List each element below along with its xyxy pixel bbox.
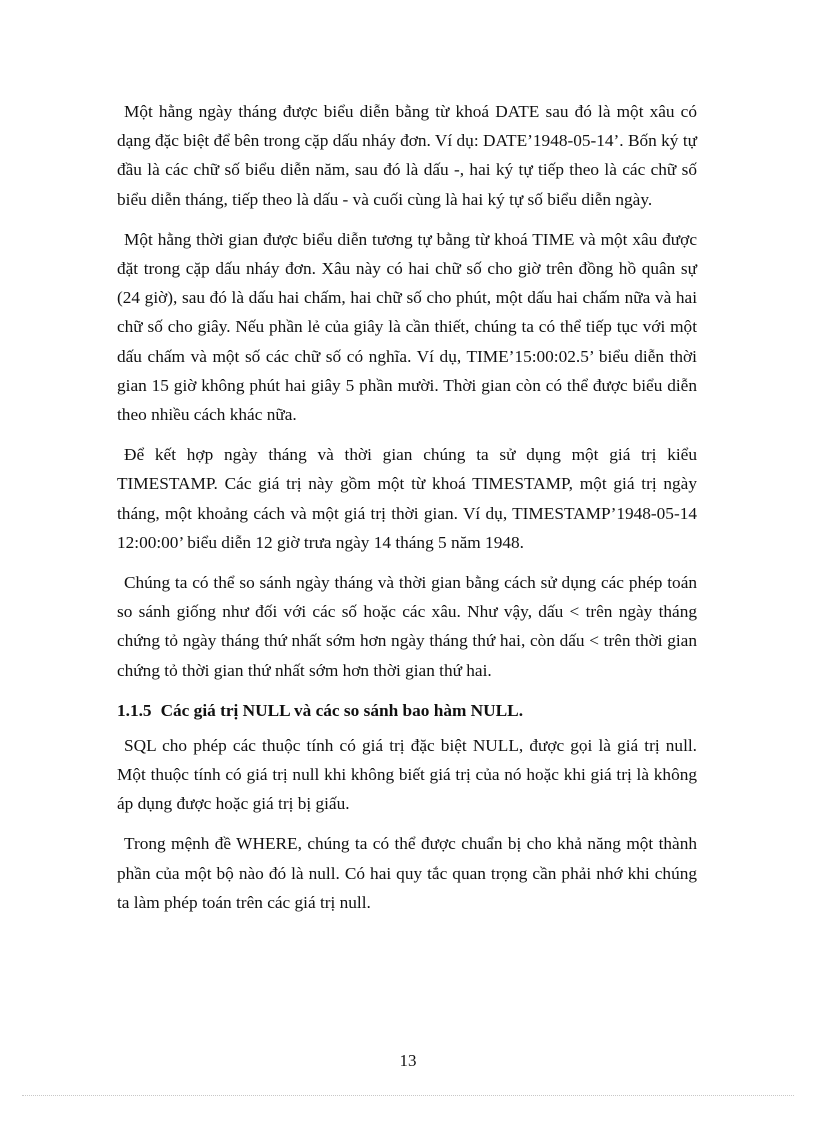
section-heading bbox=[117, 696, 697, 725]
paragraph-date-comparison: Chúng ta có thể so sánh ngày tháng và thời gian bằng cách sử dụng các phép toán so sánh giống như đối với các số hoặc các xâu. Như vậy, dấu < trên ngày tháng chứng tỏ ngày tháng thứ nhất sớm hơn ngày tháng thứ hai, còn dấu < trên thời gian chứng tỏ thời gian thứ nhất sớm hơn thời gian thứ hai. bbox=[117, 573, 697, 680]
section-title: Các giá trị NULL và các so sánh bao hàm NULL. bbox=[160, 700, 524, 720]
paragraph-null-values: SQL cho phép các thuộc tính có giá trị đặc biệt NULL, được gọi là giá trị null. Một thuộc tính có giá trị null khi không biết giá trị của nó hoặc khi giá trị là không áp dụng được hoặc giá trị bị giấu. bbox=[117, 735, 697, 814]
paragraph-date-constant: Một hằng ngày tháng được biểu diễn bằng từ khoá DATE sau đó là một xâu có dạng đặc biệt để bên trong cặp dấu nháy đơn. Ví dụ: DATE’1948-05-14’. Bốn ký tự đầu là các chữ số biểu diễn năm, sau đó là dấu -, hai ký tự tiếp theo là các chữ số biểu diễn tháng, tiếp theo là dấu - và cuối cùng là hai ký tự số biểu diễn ngày. bbox=[117, 102, 697, 209]
paragraph-timestamp: Để kết hợp ngày tháng và thời gian chúng ta sử dụng một giá trị kiểu TIMESTAMP. Các giá trị này gồm một từ khoá TIMESTAMP, một giá trị ngày tháng, một khoảng cách và một giá trị thời gian. Ví dụ, TIMESTAMP’1948-05-14 12:00:00’ biểu diễn 12 giờ trưa ngày 14 tháng 5 năm 1948. bbox=[117, 445, 697, 552]
footer-divider bbox=[22, 1095, 794, 1096]
page-number: 13 bbox=[399, 1051, 417, 1070]
section-number: 1.1.5 bbox=[117, 700, 152, 720]
paragraph-time-constant: Một hằng thời gian được biểu diễn tương tự bằng từ khoá TIME và một xâu được đặt trong cặp dấu nháy đơn. Xâu này có hai chữ số cho giờ trên đồng hồ quân sự (24 giờ), sau đó là dấu hai chấm, hai chữ số cho phút, một dấu hai chấm nữa và hai chữ số cho giây. Nếu phần lẻ của giây là cần thiết, chúng ta có thể tiếp tục với một dấu chấm và một số các chữ số có nghĩa. Ví dụ, TIME’15:00:02.5’ biểu diễn thời gian 15 giờ không phút hai giây 5 phần mười. Thời gian còn có thể được biểu diễn theo nhiều cách khác nữa. bbox=[117, 229, 697, 425]
page-body bbox=[117, 97, 697, 928]
paragraph-where-null: Trong mệnh đề WHERE, chúng ta có thể được chuẩn bị cho khả năng một thành phần của một bộ nào đó là null. Có hai quy tắc quan trọng cần phải nhớ khi chúng ta làm phép toán trên các giá trị null. bbox=[117, 834, 697, 912]
